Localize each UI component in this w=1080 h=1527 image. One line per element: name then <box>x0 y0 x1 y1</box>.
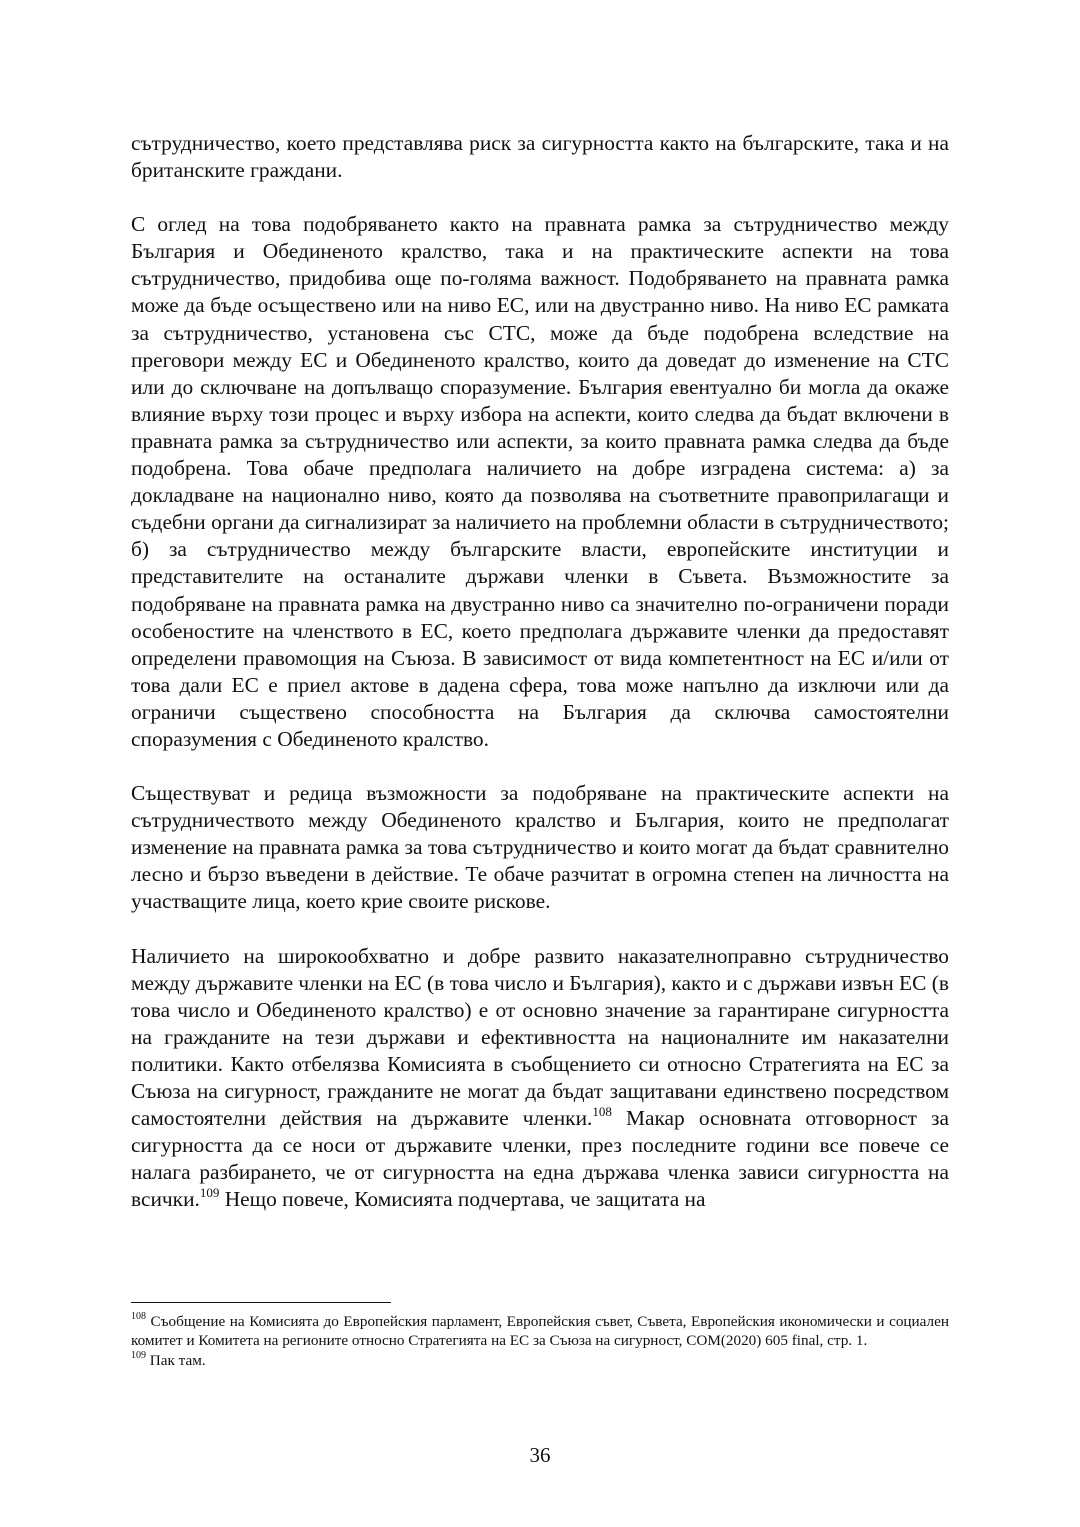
page-number: 36 <box>529 1443 551 1467</box>
footnote-text: Пак там. <box>146 1351 206 1369</box>
paragraph-4 <box>131 943 949 1214</box>
footnote-ref-109[interactable]: 109 <box>199 1185 220 1201</box>
paragraph-2: С оглед на това подобряването както на правната рамка за сътрудничество между България и Обединеното кралство, така и на практическите аспекти на това сътрудничество, придобива още по-голяма важност. Подобряването на правната рамка може да бъде осъществено или на ниво ЕС, или на двустранно ниво. На ниво ЕС рамката за сътрудничество, установена със СТС, може да бъде подобрена вследствие на преговори между ЕС и Обединеното кралство, които да доведат до изменение на СТС или до сключване на допълващо споразумение. България евентуално би могла да окаже влияние върху този процес и върху избора на аспекти, които следва да бъдат включени в правната рамка за сътрудничество или аспекти, за които правната рамка следва да бъде подобрена. Това обаче предполага наличието на добре изградена система: а) за докладване на национално ниво, която да позволява на съответните правоприлагащи и съдебни органи да сигнализират за наличието на проблемни области в сътрудничеството; б) за сътрудничество между българските власти, европейските институции и представителите на останалите държави членки в Съвета. Възможностите за подобряване на правната рамка на двустранно ниво са значително по-ограничени поради особеностите на членството в ЕС, което предполага държавите членки да предоставят определени правомощия на Съюза. В зависимост от вида компетентност на ЕС и/или от това дали ЕС е приел актове в дадена сфера, това може напълно да изключи или да ограничи съществено способността на България да сключва самостоятелни споразумения с Обединеното кралство. <box>131 212 949 751</box>
footnotes <box>131 1312 949 1370</box>
paragraph-4-text-c: Нещо повече, Комисията подчертава, че защитата на <box>219 1187 706 1212</box>
footnote-number: 108 <box>131 1310 146 1322</box>
footnote-ref-108[interactable]: 108 <box>592 1103 612 1119</box>
footnote-109 <box>131 1351 949 1370</box>
footnote-text: Съобщение на Комисията до Европейския парламент, Европейския съвет, Съвета, Европейския икономически и социален комитет и Комитета на регионите относно Стратегията на ЕС за Съюза на сигурност, COM(2020) 605 final, стр. 1. <box>131 1313 949 1350</box>
footnote-separator <box>131 1302 391 1303</box>
paragraph-1: сътрудничество, което представлява риск за сигурността както на българските, така и на британските граждани. <box>131 131 949 183</box>
paragraph-4-text-a: Наличието на широкообхватно и добре развито наказателноправно сътрудничество между държавите членки на ЕС (в това число и България), както и с държави извън ЕС (в това число и Обединеното кралство) е от основно значение за гарантиране сигурността на гражданите на тези държави и ефективността на националните им наказателни политики. Както отбелязва Комисията в съобщението си относно Стратегията на ЕС за Съюза на сигурност, гражданите не могат да бъдат защитавани единствено посредством самостоятелни действия на държавите членки. <box>131 943 949 1131</box>
footnote-108 <box>131 1312 949 1351</box>
footnote-number: 109 <box>131 1349 146 1361</box>
paragraph-4-text-b: Макар основната отговорност за сигурността да се носи от държавите членки, през последните години все повече се налага разбирането, че от сигурността на една държава членка зависи сигурността на всички. <box>131 1106 949 1212</box>
document-body <box>131 130 949 1213</box>
paragraph-3: Съществуват и редица възможности за подобряване на практическите аспекти на сътрудничеството между Обединеното кралство и България, които не предполагат изменение на правната рамка за това сътрудничество и които могат да бъдат сравнително лесно и бързо въведени в действие. Те обаче разчитат в огромна степен на личността на участващите лица, което крие своите рискове. <box>131 781 949 914</box>
